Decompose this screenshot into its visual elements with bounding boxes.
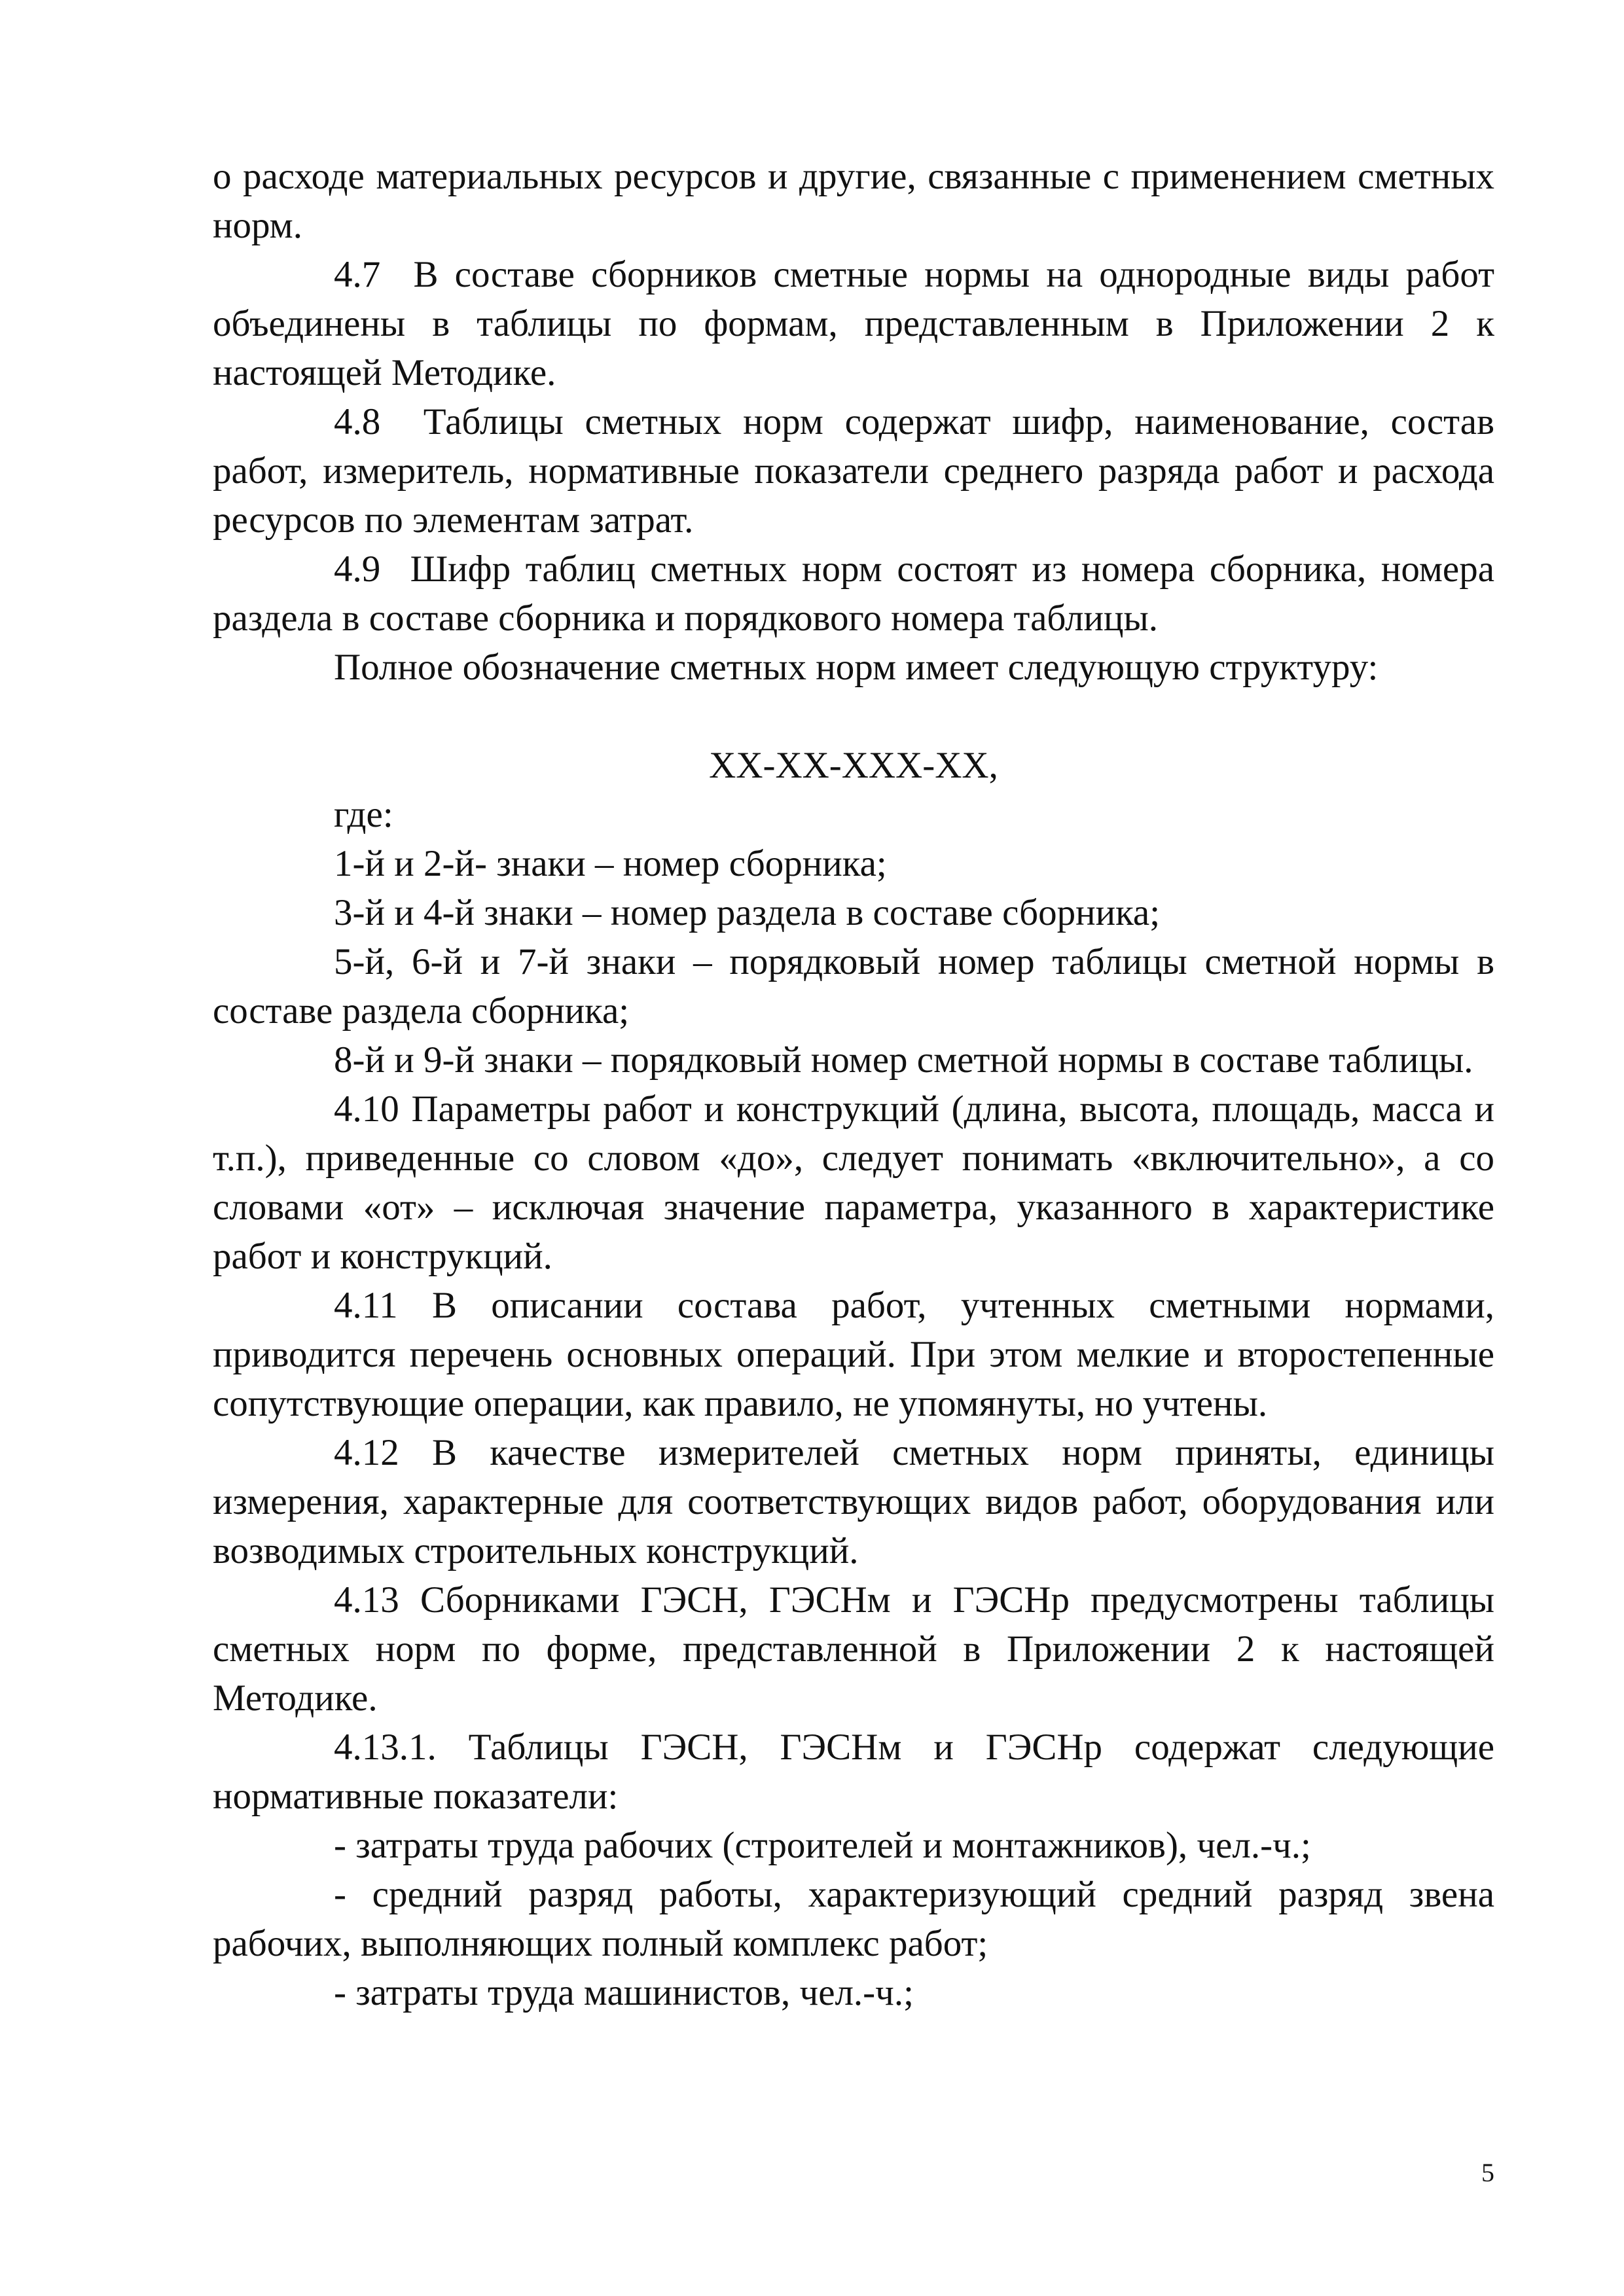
clause-4-8 (213, 397, 1494, 545)
clause-text: Таблицы сметных норм содержат шифр, наименование, состав работ, измеритель, нормативные показатели среднего разряда работ и расхода ресурсов по элементам затрат. (213, 401, 1494, 541)
list-item-text: - средний разряд работы, характеризующий средний разряд звена рабочих, выполняющих полный комплекс работ; (213, 1874, 1494, 1964)
clause-4-7 (213, 250, 1494, 397)
clause-text: Таблицы ГЭСН, ГЭСНм и ГЭСНр содержат следующие нормативные показатели: (213, 1727, 1494, 1817)
clause-4-9 (213, 545, 1494, 643)
clause-4-13-1 (213, 1723, 1494, 1821)
clause-text: Шифр таблиц сметных норм состоят из номера сборника, номера раздела в составе сборника и порядкового номера таблицы. (213, 548, 1495, 639)
clause-4-12 (213, 1428, 1494, 1575)
paragraph-text: 3-й и 4-й знаки – номер раздела в составе сборника; (334, 892, 1161, 933)
paragraph-text: 5-й, 6-й и 7-й знаки – порядковый номер таблицы сметной нормы в составе раздела сборника; (213, 941, 1494, 1031)
paragraph-text: где: (334, 794, 393, 835)
paragraph-text: Полное обозначение сметных норм имеет следующую структуру: (334, 647, 1379, 688)
code-structure (213, 741, 1494, 790)
list-item-text: - затраты труда рабочих (строителей и монтажников), чел.-ч.; (334, 1825, 1311, 1866)
clause-number: 4.10 (334, 1088, 399, 1130)
clause-number: 4.13 (334, 1579, 399, 1621)
clause-number: 4.13.1. (334, 1727, 437, 1768)
code-part-2 (213, 888, 1494, 937)
clause-text: Сборниками ГЭСН, ГЭСНм и ГЭСНр предусмотрены таблицы сметных норм по форме, представленной в Приложении 2 к настоящей Методике. (213, 1579, 1495, 1719)
clause-text: В описании состава работ, учтенных сметными нормами, приводится перечень основных операций. При этом мелкие и второстепенные сопутствующие операции, как правило, не упомянуты, но учтены. (213, 1285, 1495, 1424)
paragraph-text: 8-й и 9-й знаки – порядковый номер сметной нормы в составе таблицы. (334, 1039, 1473, 1081)
clause-4-13 (213, 1575, 1494, 1723)
clause-number: 4.12 (334, 1432, 399, 1473)
code-part-1 (213, 839, 1494, 888)
clause-4-11 (213, 1281, 1494, 1428)
list-item-text: - затраты труда машинистов, чел.-ч.; (334, 1972, 914, 2013)
clause-text: В составе сборников сметные нормы на однородные виды работ объединены в таблицы по формам, представленным в Приложении 2 к настоящей Методике. (213, 254, 1494, 393)
clause-number: 4.7 (334, 254, 381, 295)
code-part-3 (213, 937, 1494, 1035)
paragraph-text: о расходе материальных ресурсов и другие, связанные с применением сметных норм. (213, 156, 1494, 246)
document-page (213, 152, 1494, 2017)
code-pattern: ХХ-ХХ-ХХХ-ХХ, (709, 745, 998, 786)
clause-number: 4.11 (334, 1285, 398, 1326)
where-label (213, 790, 1494, 839)
paragraph-continuation (213, 152, 1494, 250)
list-item-labor-workers (213, 1821, 1494, 1870)
page-number: 5 (1481, 2158, 1494, 2187)
clause-text: В качестве измерителей сметных норм приняты, единицы измерения, характерные для соответствующих видов работ, оборудования или возводимых строительных конструкций. (213, 1432, 1494, 1571)
clause-text: Параметры работ и конструкций (длина, высота, площадь, масса и т.п.), приведенные со словом «до», следует понимать «включительно», а со словами «от» – исключая значение параметра, указанного в характеристике работ и конструкций. (213, 1088, 1494, 1277)
list-item-labor-operators (213, 1968, 1494, 2017)
clause-number: 4.8 (334, 401, 381, 442)
clause-number: 4.9 (334, 548, 381, 590)
clause-4-10 (213, 1085, 1494, 1281)
structure-intro (213, 643, 1494, 692)
paragraph-text: 1-й и 2-й- знаки – номер сборника; (334, 843, 887, 884)
code-part-4 (213, 1035, 1494, 1085)
list-item-average-grade (213, 1870, 1494, 1968)
